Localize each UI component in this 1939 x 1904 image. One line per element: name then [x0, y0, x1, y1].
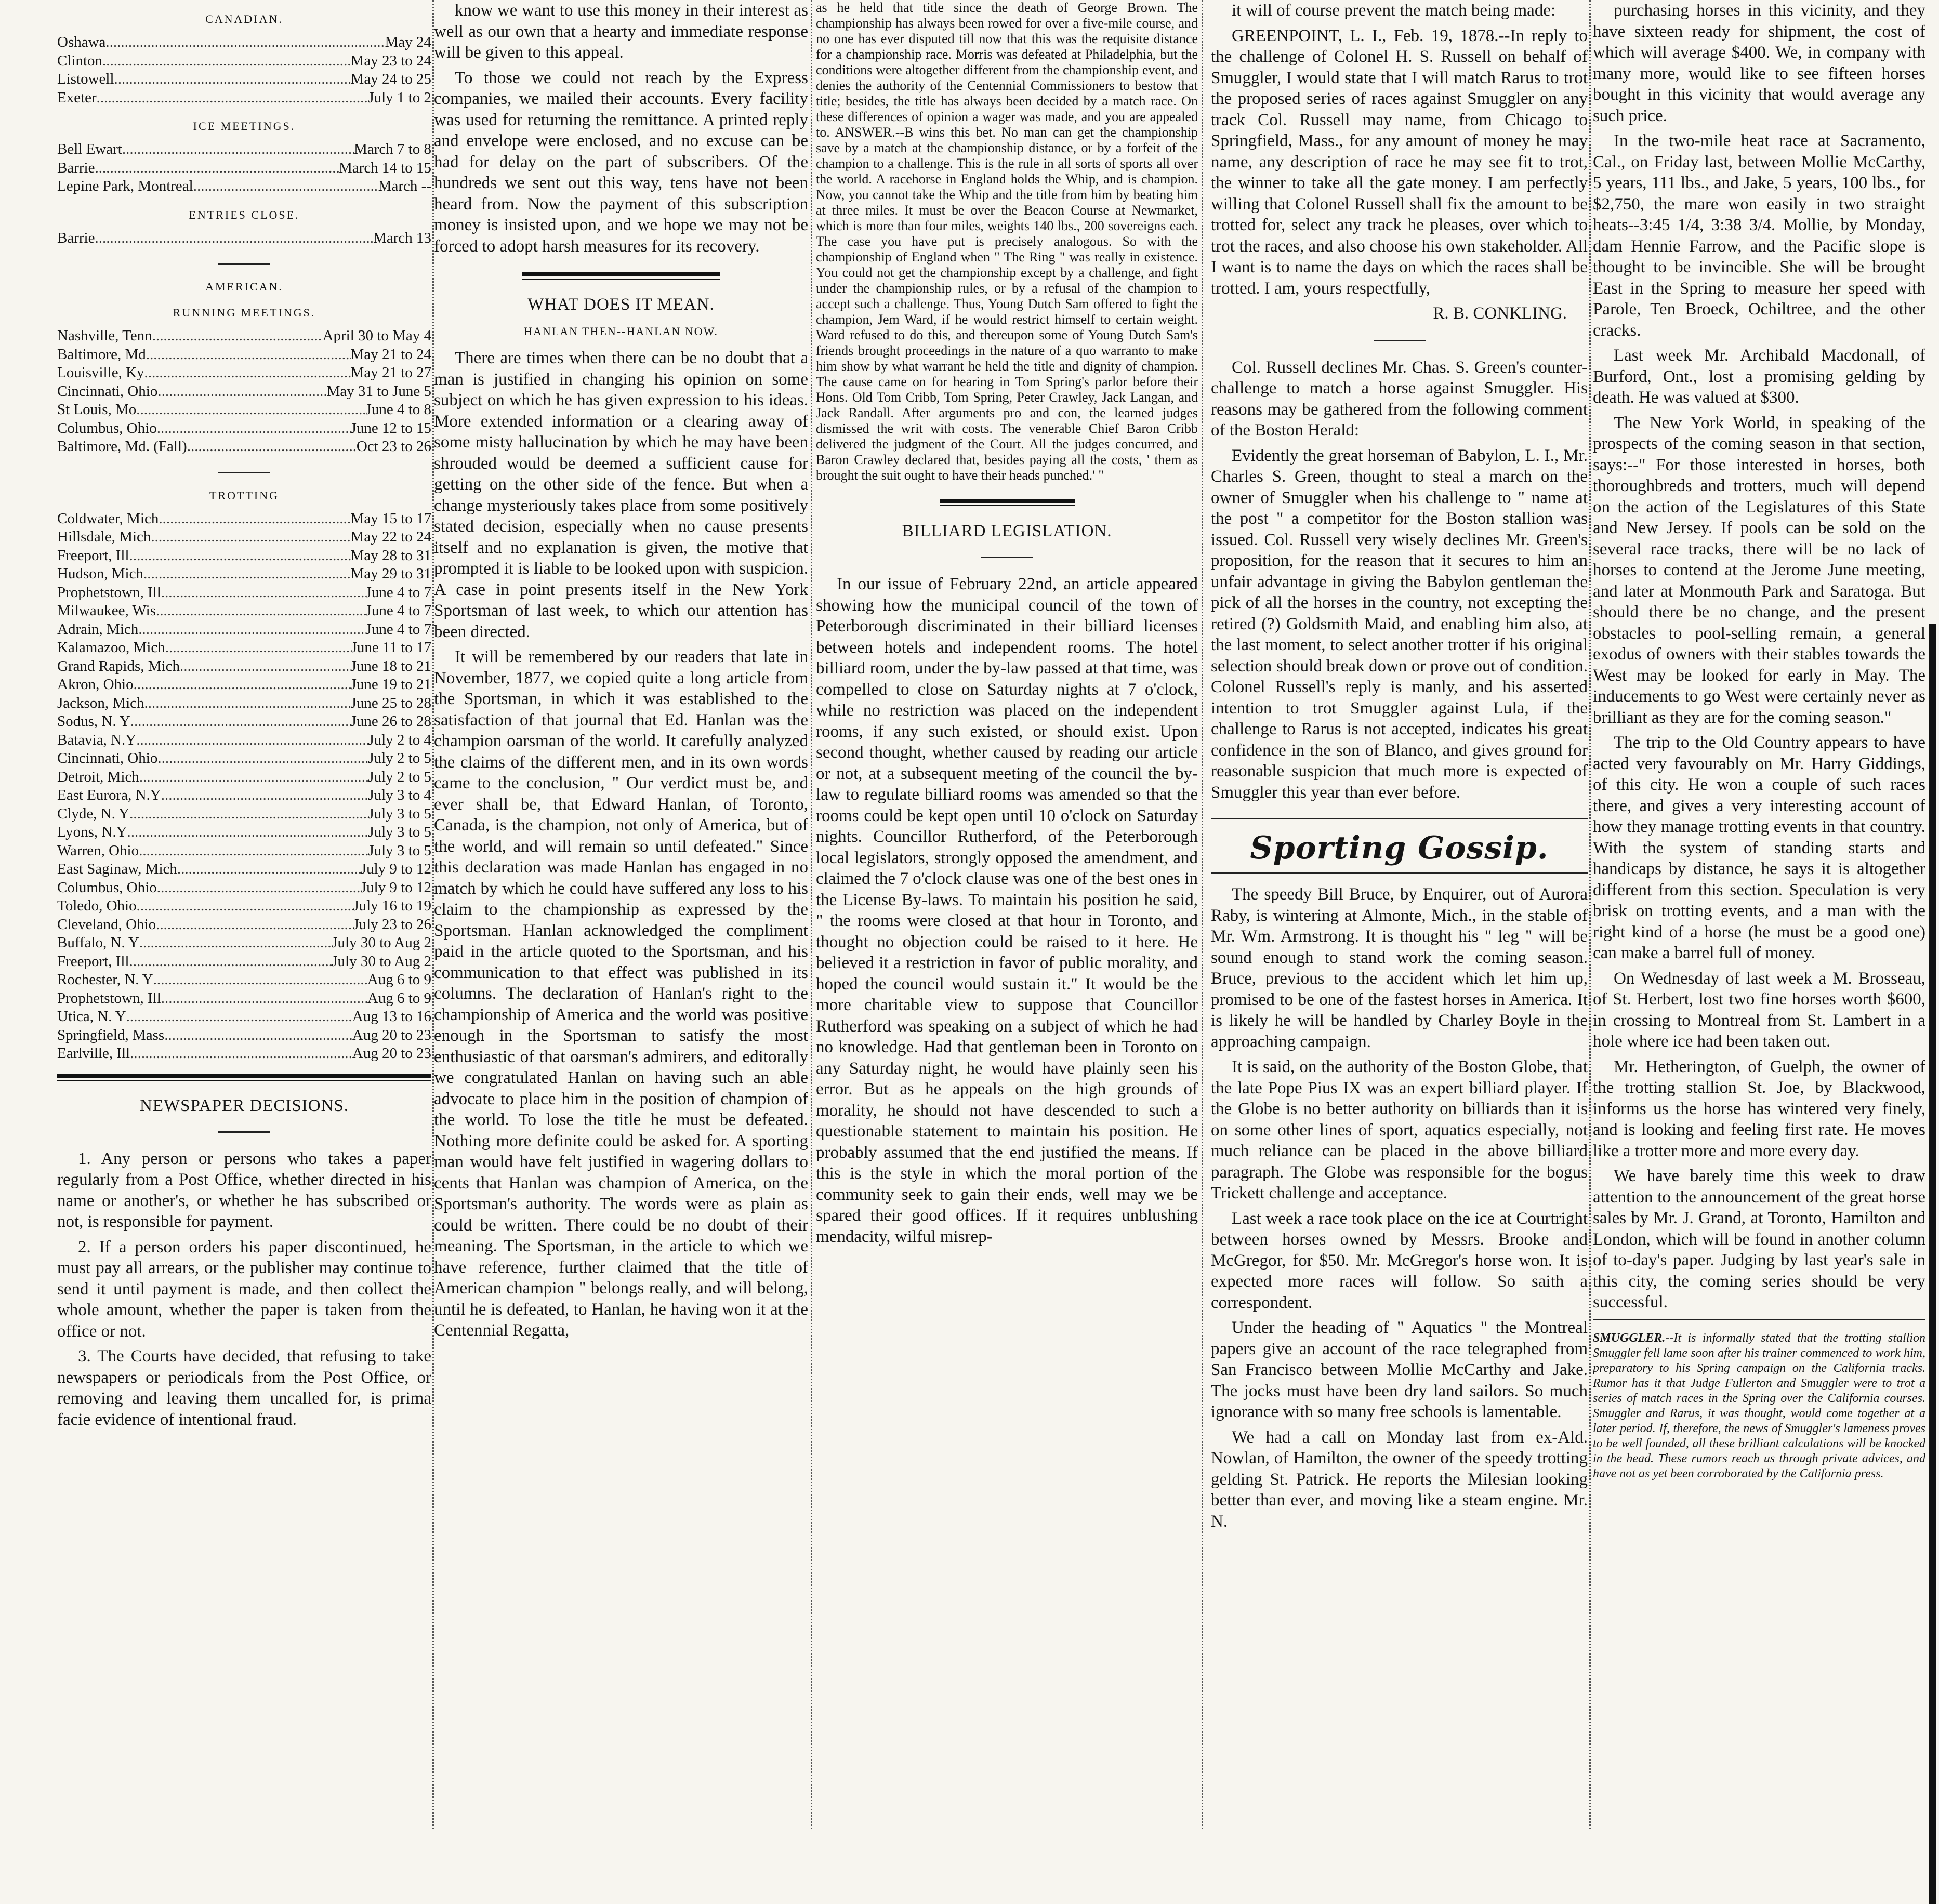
paragraph: The speedy Bill Bruce, by Enquirer, out of Aurora Raby, is wintering at Almonte, Mich., in the stable of Mr. Wm. Armstrong. It is thought his " leg " will be sound enough to stand work the coming season. Bruce, previous to the accident which let him up, promised to be one of the fastest horses in America. It is likely he will be handled by Charley Boyle in the approaching campaign.: [1211, 885, 1588, 1051]
paragraph: The trip to the Old Country appears to have acted very favourably on Mr. Harry Giddings, of this city. He won a couple of such races there, and gives a very interesting account of how they manage trotting events in that country. With the system of standing starts and handicaps by distance, he says it is altogether different from this section. Speculation is very brisk on trotting events, and a man with the right kind of a horse (he must be a good one) can make a barrel full of money.: [1593, 733, 1925, 962]
fixture-dates: March 14 to 15: [339, 159, 431, 176]
leader-dots: [153, 971, 367, 989]
paragraph: Evidently the great horseman of Babylon, L. I., Mr. Charles S. Green, thought to steal a march on the owner of Smuggler when his challenge to " name at the post " a competitor for the Boston stallion was issued. Col. Russell very wisely declines Mr. Green's proposition, for the reason that it secures to him an unfair advantage in giving the Babylon gentleman the pick of all the horses in the country, not excepting the retired (?) Goldsmith Maid, and enabling him also, at the last moment, to select another trotter if his original selection should break down or prove out of condition. Colonel Russell's reply is manly, and his asserted intention to trot Smuggler against Lula, if the challenge to Rarus is not accepted, indicates his great confidence in the son of Blanco, and gives ground for reasonable suspicion that much more is expected of Smuggler this year than ever before.: [1211, 446, 1588, 802]
fixture-row: [57, 620, 431, 639]
fixture-dates: June 4 to 7: [365, 602, 431, 619]
fixture-row: [57, 1008, 431, 1026]
fixture-place: Freeport, Ill: [57, 547, 129, 564]
fixture-dates: July 3 to 5: [368, 824, 431, 840]
leader-dots: [187, 438, 357, 456]
leader-dots: [143, 565, 351, 584]
fixture-place: Akron, Ohio: [57, 676, 134, 693]
fixture-place: Cincinnati, Ohio: [57, 382, 158, 400]
fixture-dates: July 2 to 5: [368, 768, 431, 785]
fixture-place: East Saginaw, Mich: [57, 861, 177, 877]
fixture-place: Prophetstown, Ill: [57, 584, 161, 601]
gossip-continued-body: [1593, 0, 1925, 1313]
fixture-dates: Aug 6 to 9: [367, 989, 431, 1007]
article-subhead: HANLAN THEN--HANLAN NOW.: [524, 325, 718, 338]
fixture-row: [57, 419, 431, 438]
fixture-place: St Louis, Mo: [57, 401, 137, 418]
fixture-dates: July 30 to Aug 2: [332, 934, 431, 951]
leader-dots: [129, 953, 332, 971]
paragraph: The New York World, in speaking of the prospects of the coming season in that section, says:--" For those interested in horses, both thoroughbreds and trotters, much will depend on the action of the Legislatures of this State and New Jersey. If pools can be sold on the several race tracks, there will be no lack of horses to contend at the Jerome June meeting, and later at Monmouth Park and Saratoga. But should there be no change, and the present obstacles to pool-selling remain, a general exodus of owners with their stables towards the West may be looked for early in May. The inducements to go West were certainly never as brilliant as they are for the coming season.": [1593, 413, 1925, 727]
paragraph: There are times when there can be no doubt that a man is justified in changing his opinion on some subject on which he has given expression to his ideas. More extended information or a clearing away of some misty hallucination by which he may have been shrouded would be deemed a sufficient cause for getting on the other side of the fence. But when a change mysteriously takes place from some positively stated decision, especially when no cause presents itself and no explanation is given, the motive that prompted it is liable to be looked upon with suspicion. A case in point presents itself in the New York Sportsman of last week, to which our attention has been directed.: [434, 349, 808, 641]
leader-dots: [136, 731, 368, 750]
newspaper-decisions-title: NEWSPAPER DECISIONS.: [139, 1096, 349, 1115]
fixture-row: [57, 584, 431, 602]
column-rule: [811, 0, 812, 1829]
fixture-place: Lyons, N.Y: [57, 824, 127, 840]
canadian-list: [57, 33, 431, 107]
paragraph: In the two-mile heat race at Sacramento, Cal., on Friday last, between Mollie McCarthy, 5 years, 111 lbs., and Jake, 5 years, 100 lbs., for $2,750, the mare won easily in two straight heats--3:45 1/4, 3:38 3/4. Mollie, by Monday, dam Hennie Farrow, and the Pacific slope is thought to be invincible. She will be brought East in the Spring to measure her speed with Parole, Ten Broeck, Ochiltree, and the other cracks.: [1593, 131, 1925, 340]
fixture-dates: July 9 to 12: [360, 861, 431, 877]
entries-close-list: [57, 229, 431, 248]
fixture-place: Cleveland, Ohio: [57, 916, 156, 933]
divider: [218, 472, 270, 473]
fixture-row: [57, 1026, 431, 1045]
fixture-dates: June 26 to 28: [350, 713, 431, 730]
leader-dots: [161, 584, 366, 602]
leader-dots: [97, 89, 368, 108]
challenge-letter: [1211, 0, 1588, 299]
paragraph: Last week a race took place on the ice at Courtright between horses owned by Messrs. Brooke and McGregor, for $50. Mr. McGregor's horse won. It is expected more races will follow. So saith a correspondent.: [1211, 1209, 1588, 1312]
fixture-dates: July 3 to 5: [368, 805, 431, 822]
fixture-place: Columbus, Ohio: [57, 419, 157, 437]
fixture-dates: Oct 23 to 26: [356, 438, 431, 455]
divider: [1374, 340, 1426, 341]
entries-close-header: ENTRIES CLOSE.: [189, 208, 300, 221]
sporting-gossip-title: Sporting Gossip.: [1250, 830, 1549, 866]
leader-dots: [134, 676, 351, 694]
fixture-row: [57, 229, 431, 248]
leader-dots: [114, 70, 351, 89]
paragraph: Mr. Hetherington, of Guelph, the owner of the trotting stallion St. Joe, by Blackwood, informs us the horse has wintered very finely, and is looking and feeling first rate. He moves like a trotter more and more every day.: [1593, 1057, 1925, 1160]
fixture-place: Springfield, Mass: [57, 1026, 165, 1043]
fixture-row: [57, 639, 431, 657]
fixture-dates: July 23 to 26: [353, 916, 431, 933]
double-rule: [57, 1074, 431, 1081]
fixture-row: [57, 547, 431, 565]
leader-dots: [138, 620, 365, 639]
fixture-place: Hillsdale, Mich: [57, 528, 151, 545]
fixture-dates: June 4 to 8: [365, 401, 431, 418]
column-sporting-gossip: [1211, 0, 1588, 1871]
column-rule: [1202, 0, 1203, 1829]
fixture-dates: Aug 6 to 9: [367, 971, 431, 988]
double-rule: [522, 272, 720, 280]
smuggler-notice-text: --It is informally stated that the trotting stallion Smuggler fell lame soon after his trainer commenced to work him, preparatory to his Spring campaign on the California tracks. Rumor has it that Judge Fullerton and Smuggler were to trot a series of match races in the Spring over the California courses. Smuggler and Rarus, it was thought, would come together at a later period. If, therefore, the news of Smuggler's lameness proves to be well founded, all these brilliant calculations will be knocked in the head. These rumors reach us through private advices, and have not as yet been corroborated by the California press.: [1593, 1331, 1925, 1480]
trotting-list: [57, 510, 431, 1063]
paragraph: purchasing horses in this vicinity, and they have sixteen ready for shipment, the cost of which will average $400. We, in company with many more, would like to see fifteen horses bought in this vicinity that would average any such price.: [1593, 1, 1925, 125]
fixture-row: [57, 805, 431, 824]
fixture-row: [57, 953, 431, 971]
ice-meetings-header: ICE MEETINGS.: [193, 120, 296, 133]
fixture-dates: Aug 20 to 23: [352, 1026, 431, 1043]
column-rule: [1589, 0, 1591, 1829]
fixture-place: Bell Ewart: [57, 141, 122, 157]
fixture-place: Cincinnati, Ohio: [57, 750, 158, 766]
article-body: [434, 348, 808, 1341]
fixture-place: Baltimore, Md: [57, 346, 146, 363]
fixture-row: [57, 842, 431, 861]
fixture-row: [57, 731, 431, 750]
decisions-list: [57, 1148, 431, 1431]
fixture-place: Batavia, N.Y: [57, 731, 137, 748]
fixture-row: [57, 971, 431, 989]
fixture-place: Adrain, Mich: [57, 620, 139, 638]
fixture-row: [57, 934, 431, 953]
leader-dots: [137, 897, 353, 916]
letter-signature: R. B. CONKLING.: [1433, 304, 1567, 323]
fixture-row: [57, 89, 431, 108]
fixture-dates: July 3 to 5: [368, 842, 431, 859]
leader-dots: [151, 528, 350, 547]
fixture-dates: July 1 to 2: [368, 89, 431, 106]
fixture-row: [57, 676, 431, 694]
fixture-place: Barrie: [57, 159, 95, 176]
leader-dots: [139, 934, 332, 953]
american-header: AMERICAN.: [205, 280, 283, 293]
fixture-row: [57, 823, 431, 842]
fixture-place: Freeport, Ill: [57, 953, 129, 970]
fixture-dates: June 4 to 7: [365, 620, 431, 638]
fixture-row: [57, 52, 431, 71]
article-headline: WHAT DOES IT MEAN.: [527, 295, 715, 314]
fixture-place: Earlville, Ill: [57, 1045, 130, 1062]
leader-dots: [127, 823, 368, 842]
leader-dots: [105, 33, 385, 52]
fixture-place: Utica, N. Y: [57, 1008, 126, 1025]
fixture-place: Baltimore, Md. (Fall): [57, 438, 187, 455]
fixture-dates: May 24 to 25: [350, 71, 431, 87]
fixture-dates: June 4 to 7: [365, 584, 431, 601]
leader-dots: [177, 860, 361, 879]
leader-dots: [129, 547, 351, 565]
fixture-row: [57, 916, 431, 934]
fixture-row: [57, 768, 431, 787]
fixture-row: [57, 694, 431, 713]
column-billiard: [816, 0, 1198, 1871]
fixture-dates: June 11 to 17: [351, 639, 431, 656]
smuggler-notice: [1593, 1331, 1925, 1482]
leader-dots: [130, 1044, 352, 1063]
paragraph: We had a call on Monday last from ex-Ald. Nowlan, of Hamilton, the owner of the speedy trotting gelding St. Patrick. He reports the Milesian looking better than ever, and moving like a steam engine. Mr. N.: [1211, 1427, 1588, 1531]
fixture-row: [57, 382, 431, 401]
leader-dots: [152, 327, 323, 346]
fixture-place: Clinton: [57, 52, 103, 69]
fixture-place: Warren, Ohio: [57, 842, 139, 859]
divider: [981, 557, 1033, 558]
leader-dots: [161, 786, 368, 805]
fixture-dates: May 22 to 24: [350, 528, 431, 545]
fixture-dates: March --: [378, 178, 431, 194]
fixture-row: [57, 528, 431, 547]
leader-dots: [157, 879, 361, 897]
fixture-dates: June 18 to 21: [350, 657, 431, 675]
leader-dots: [126, 1008, 352, 1026]
leader-dots: [130, 712, 351, 731]
smuggler-notice-label: SMUGGLER.: [1593, 1331, 1666, 1345]
fixture-row: [57, 786, 431, 805]
paragraph: We have barely time this week to draw attention to the announcement of the great horse sales by Mr. J. Grand, at Toronto, Hamilton and London, which will be found in another column of to-day's paper. Judging by last year's sale in this city, the coming series should be very successful.: [1593, 1167, 1925, 1312]
running-meetings-list: [57, 327, 431, 456]
paragraph: It will be remembered by our readers that late in November, 1877, we copied quite a long article from the Sportsman, in which it was established to the satisfaction of that journal that Ed. Hanlan was the champion oarsman of the world. It carefully analyzed the claims of the different men, and in its own words came to the conclusion, " Our verdict must be, and ever shall be, that Edward Hanlan, of Toronto, Canada, is the champion, not only of America, but of the world, and will remain so until defeated." Since this declaration was made Hanlan has engaged in no match by which he could have suffered any loss to his claim to the championship as expressed by the Sportsman. Hanlan acknowledged the compliment paid in the article quoted to the Sportsman, and his communication to that effect was published in its columns. The declaration of Hanlan's right to the championship of America and the world was positive enough in the Sportsman to satisfy the most enthusiastic of that oarsman's admirers, and editorally we congratulated Hanlan on having such an able advocate to place him in the position of champion of the world. To lose the title he must be defeated. Nothing more definite could be asked for. A sporting man would have felt justified in wagering dollars to cents that Hanlan was champion of America, on the Sportsman's authority. The words were as plain as could be written. There could be no doubt of their meaning. The Sportsman, in the article to which we have reference, further claimed that the title of American champion " belongs really, and will belong, until he is defeated, to Hanlan, he having won it at the Centennial Regatta,: [434, 647, 808, 1340]
fixture-place: East Eurora, N.Y: [57, 787, 161, 803]
leader-dots: [146, 346, 351, 364]
fixture-dates: July 2 to 5: [368, 750, 431, 766]
gossip-body: [1211, 884, 1588, 1532]
leader-dots: [165, 639, 351, 657]
fixture-row: [57, 860, 431, 879]
leader-dots: [157, 382, 326, 401]
billiard-headline: BILLIARD LEGISLATION.: [902, 522, 1112, 540]
fixture-row: [57, 712, 431, 731]
leader-dots: [102, 52, 351, 71]
column-what-does-it-mean: [434, 0, 808, 1871]
fixture-row: [57, 140, 431, 159]
fixture-row: [57, 989, 431, 1008]
canadian-header: CANADIAN.: [205, 12, 283, 25]
fixture-row: [57, 565, 431, 584]
fixture-row: [57, 1044, 431, 1063]
rule: [1211, 872, 1588, 874]
fixture-dates: May 29 to 31: [350, 565, 431, 582]
billiard-body: [816, 574, 1198, 1247]
divider: [218, 263, 270, 265]
fixture-dates: May 15 to 17: [350, 510, 431, 527]
leader-dots: [136, 401, 365, 419]
leader-dots: [180, 657, 351, 676]
paragraph: it will of course prevent the match being made:: [1232, 1, 1556, 20]
paragraph: In our issue of February 22nd, an article appeared showing how the municipal council of the town of Peterborough discriminated in their billiard licenses between hotels and independent rooms. The hotel billiard room, under the by-law passed at that time, was compelled to close on Saturday nights at 7 o'clock, while no restriction was placed on the independent rooms, if any such existed, or should exist. Upon second thought, whether caused by reading our article or not, at a subsequent meeting of the council the by-law to regulate billiard rooms was amended so that the rooms could be kept open until 10 o'clock on Saturday nights. Councillor Rutherford, of the Peterborough local legislators, strongly opposed the amendment, and claimed the 7 o'clock clause was one of the best ones in the License By-laws. To maintain his position he said, " the rooms were closed at that hour in Toronto, and thought no objection could be raised to it here. He believed it a restriction in favor of public morality, and hoped the council would sustain it." It would be the more charitable view to suppose that Councillor Rutherford was speaking on a subject of which he had no knowledge. Had that gentleman been in Toronto on any Saturday night, he would have plainly seen his error. But as he appeals on the high grounds of morality, he should not have descended to such a questionable statement to maintain his position. He probably assumed that the end justified the means. If this is the style in which the moral portion of the community seek to gain their ends, well may we be spared their good offices. If it requires unblushing mendacity, wilful misrep-: [816, 575, 1198, 1246]
fixture-dates: July 16 to 19: [353, 897, 431, 914]
fixture-place: Hudson, Mich: [57, 565, 143, 582]
paragraph: Under the heading of " Aquatics " the Montreal papers give an account of the race telegraphed from San Francisco between Mollie McCarthy and Jake. The jocks must have been dry land sailors. So much ignorance with so many free schools is lamentable.: [1211, 1318, 1588, 1421]
fixture-row: [57, 438, 431, 456]
appeal-paragraphs: [434, 0, 808, 257]
rule: [1211, 818, 1588, 819]
fixture-place: Rochester, N. Y: [57, 971, 153, 988]
russell-paragraphs: [1211, 357, 1588, 803]
leader-dots: [129, 805, 368, 824]
fixture-place: Columbus, Ohio: [57, 879, 157, 896]
fixture-dates: July 9 to 12: [360, 879, 431, 896]
fixture-place: Buffalo, N. Y: [57, 934, 139, 951]
page-edge-shadow: [1929, 624, 1936, 1904]
paragraph: 2. If a person orders his paper discontinued, he must pay all arrears, or the publisher may continue to send it until payment is made, and then collect the whole amount, whether the paper is taken from the office or not.: [57, 1237, 431, 1341]
fixture-dates: May 23 to 24: [350, 52, 431, 69]
fixture-place: Lepine Park, Montreal: [57, 178, 193, 194]
fixture-place: Listowell: [57, 71, 114, 87]
fixture-place: Kalamazoo, Mich: [57, 639, 165, 656]
leader-dots: [157, 419, 351, 438]
leader-dots: [122, 140, 354, 159]
fixture-dates: June 12 to 15: [350, 419, 431, 437]
fixture-place: Barrie: [57, 229, 95, 246]
fixture-place: Sodus, N. Y: [57, 713, 130, 730]
leader-dots: [144, 694, 351, 713]
paragraph: To those we could not reach by the Express companies, we mailed their accounts. Every facility was used for returning the remittance. A printed reply and envelope were enclosed, and no excuse can be had for delay on the part of subscribers. Of the hundreds we sent out this way, tens have not been heard from. Now the payment of this subscription money is insisted upon, and we hope we may not be forced to adopt harsh measures for its recovery.: [434, 68, 808, 256]
fixture-dates: May 28 to 31: [350, 547, 431, 564]
fixture-place: Clyde, N. Y: [57, 805, 130, 822]
paragraph: Col. Russell declines Mr. Chas. S. Green's counter-challenge to match a horse against Smuggler. His reasons may be gathered from the following comment of the Boston Herald:: [1211, 358, 1588, 440]
fixture-dates: Aug 13 to 16: [352, 1008, 431, 1025]
fixture-dates: April 30 to May 4: [322, 327, 431, 344]
double-rule: [940, 499, 1075, 506]
fixture-row: [57, 364, 431, 382]
paragraph: 3. The Courts have decided, that refusing to take newspapers or periodicals from the Post Office, or removing and leaving them uncalled for, is prima facie evidence of intentional fraud.: [57, 1347, 431, 1429]
column-gossip-continued: [1593, 0, 1925, 1871]
fixture-row: [57, 510, 431, 528]
fixture-row: [57, 401, 431, 419]
leader-dots: [144, 364, 351, 382]
fixture-dates: May 21 to 24: [350, 346, 431, 363]
fixture-row: [57, 70, 431, 89]
fixture-row: [57, 897, 431, 916]
leader-dots: [157, 749, 368, 768]
leader-dots: [161, 989, 367, 1008]
fixture-dates: March 13: [373, 229, 431, 246]
fixture-dates: June 25 to 28: [350, 694, 431, 711]
championship-answer: as he held that title since the death of George Brown. The championship has always been rowed for over a five-mile course, and no one has ever disputed till now that this was the requisite distance for a championship race. Morris was defeated at Philadelphia, but the conditions were altogether different from the championship event, and denies the authority of the Centennial Commissioners to bestow that title; besides, the title has always been decided by a match race. On these differences of opinion a wager was made, and you are appealed to. ANSWER.--B wins this bet. No man can get the championship save by a match at the championship distance, or by a forfeit of the champion to a challenge. This is the rule in all sorts of sports all over the world. A racehorse in England holds the Whip, and is champion. Now, you cannot take the Whip and the title from him by beating him at three miles. It must be over the Beacon Course at Newmarket, which is more than four miles, weights 140 lbs., 200 sovereigns each. The case you have put is precisely analogous. So with the championship of England when " The Ring " was really in existence. You could not get the championship except by a challenge, and fight under the championship rules, or by a refusal of the champion to accept such a challenge. Thus, Young Dutch Sam offered to fight the champion, Jem Ward, if he would restrict himself to certain weight. Ward refused to do this, and thereupon some of Young Dutch Sam's friends brought proceedings in the nature of a quo warranto to make him show by what warrant he held the title and dignity of champion. The cause came on for hearing in Tom Spring's parlor before their Hons. Old Tom Cribb, Tom Spring, Peter Crawley, Jack Langan, and Jack Randall. After arguments pro and con, the learned judges dismissed the writ with costs. The venerable Chief Baron Cribb delivered the judgment of the Court. All the judges concurred, and Baron Crawley declared that, besides paying all the costs, ' them as brought the suit ought to have their heads punched.' ": [816, 0, 1198, 483]
rule: [1593, 1319, 1925, 1320]
fixture-place: Nashville, Tenn: [57, 327, 152, 344]
fixture-place: Jackson, Mich: [57, 694, 144, 711]
fixture-place: Exeter: [57, 89, 97, 106]
fixture-row: [57, 602, 431, 620]
fixture-dates: May 31 to June 5: [326, 382, 431, 400]
fixture-dates: July 3 to 4: [368, 787, 431, 803]
fixture-dates: March 7 to 8: [354, 141, 431, 157]
fixture-dates: July 2 to 4: [368, 731, 431, 748]
paragraph: On Wednesday of last week a M. Brosseau, of St. Herbert, lost two fine horses worth $600, in crossing to Montreal from St. Lambert in a hole where ice had been taken out.: [1593, 969, 1925, 1051]
paragraph: Last week Mr. Archibald Macdonall, of Burford, Ont., lost a promising gelding by death. He was valued at $300.: [1593, 346, 1925, 407]
fixture-row: [57, 879, 431, 897]
leader-dots: [159, 510, 350, 528]
fixture-row: [57, 657, 431, 676]
fixture-dates: May 21 to 27: [350, 364, 431, 381]
paragraph: 1. Any person or persons who takes a paper regularly from a Post Office, whether directed in his name or another's, or whether he has subscribed or not, is responsible for payment.: [57, 1149, 431, 1231]
fixture-place: Milwaukee, Wis: [57, 602, 156, 619]
fixture-row: [57, 327, 431, 346]
fixture-dates: May 24: [385, 34, 431, 50]
fixture-row: [57, 749, 431, 768]
leader-dots: [139, 842, 368, 861]
paragraph: know we want to use this money in their interest as well as our own that a hearty and immediate response will be given to this appeal.: [434, 1, 808, 62]
leader-dots: [95, 159, 339, 178]
paragraph: GREENPOINT, L. I., Feb. 19, 1878.--In reply to the challenge of Colonel H. S. Russell on behalf of Smuggler, I would state that I will match Rarus to trot the proposed series of races against Smuggler on any track Col. Russell may name, from Chicago to Springfield, Mass., for any amount of money he may name, any description of race he may see fit to trot, the winner to take all the gate money. I am perfectly willing that Colonel Russell shall fix the amount to be trotted for, select any track he pleases, over which to trot the races, and also choose his own stakeholder. All I want is to name the days on which the races shall be trotted. I am, yours respectfully,: [1211, 26, 1588, 298]
fixture-dates: June 19 to 21: [350, 676, 431, 693]
fixture-row: [57, 159, 431, 178]
fixture-dates: Aug 20 to 23: [352, 1045, 431, 1062]
fixture-place: Coldwater, Mich: [57, 510, 159, 527]
fixture-place: Grand Rapids, Mich: [57, 657, 180, 675]
trotting-header: TROTTING: [209, 488, 279, 502]
leader-dots: [95, 229, 373, 248]
leader-dots: [164, 1026, 352, 1045]
fixture-place: Oshawa: [57, 34, 106, 50]
leader-dots: [139, 768, 368, 787]
column-fixtures: [57, 0, 431, 1871]
fixture-row: [57, 33, 431, 52]
fixture-dates: July 30 to Aug 2: [332, 953, 431, 970]
leader-dots: [156, 602, 366, 620]
running-meetings-header: RUNNING MEETINGS.: [173, 306, 316, 319]
divider: [218, 1131, 270, 1133]
fixture-place: Toledo, Ohio: [57, 897, 137, 914]
leader-dots: [156, 916, 353, 934]
fixture-row: [57, 346, 431, 364]
fixture-place: Louisville, Ky: [57, 364, 144, 381]
ice-meetings-list: [57, 140, 431, 196]
fixture-row: [57, 177, 431, 196]
leader-dots: [193, 177, 378, 196]
paragraph: It is said, on the authority of the Boston Globe, that the late Pope Pius IX was an expert billiard player. If the Globe is no better authority on billiards than it is on some other lines of sport, aquatics especially, not much reliance can be placed in the above billiard paragraph. The Globe was responsible for the bogus Trickett challenge and acceptance.: [1211, 1057, 1588, 1202]
fixture-place: Detroit, Mich: [57, 768, 139, 785]
fixture-place: Prophetstown, Ill: [57, 989, 161, 1007]
